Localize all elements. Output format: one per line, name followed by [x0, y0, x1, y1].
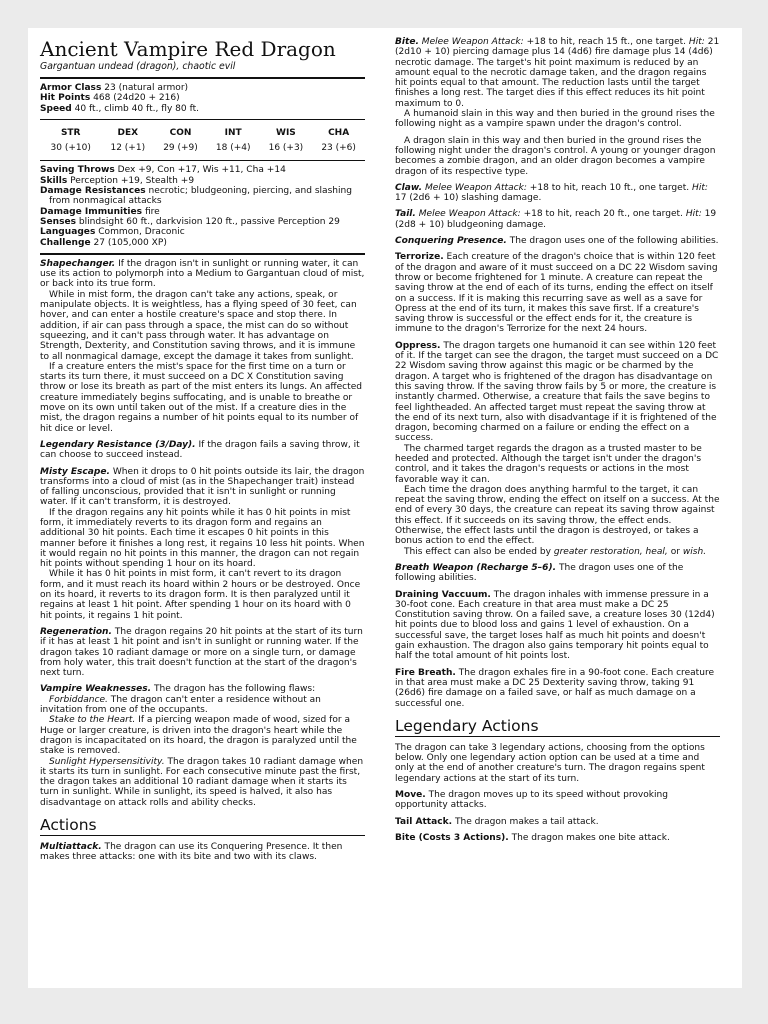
right-column — [395, 37, 720, 988]
challenge-label: Challenge — [40, 237, 91, 248]
action-text: The dragon targets one humanoid it can see within 120 feet of it. If the target can see the dragon, the target must succeed on a DC 22 Wisdom saving throw against this magic or be charmed by the dragon. A target who is frightened of the dragon has disadvantage on this saving throw. If the saving throw fails by 5 or more, the creature is instantly charmed. Otherwise, a creature that fails the save begins to feel lightheaded. An affected target must repeat the saving throw at the end of its next turn, also with disadvantage if it is frightened of the dragon, becoming charmed on a failure or ending the effect on a success. — [395, 340, 719, 444]
attack-type: Melee Weapon Attack: — [424, 182, 527, 193]
speed — [40, 104, 365, 114]
trait-name: Vampire Weaknesses. — [40, 684, 152, 695]
legendary-actions-intro: The dragon can take 3 legendary actions, choosing from the options below. Only one legendary action option can be used at a time and only at the end of another creature's turn. The dragon regains spent legendary actions at the start of its turn. — [395, 742, 705, 784]
trait-vampire-weaknesses — [40, 684, 365, 694]
action-name: Claw. — [395, 182, 423, 193]
action-name: Oppress. — [395, 340, 441, 351]
legendary-actions-heading: Legendary Actions — [395, 717, 720, 737]
trait-paragraph: While it has 0 hit points in mist form, it can't revert to its dragon form, and it must reach its hoard within 2 hours or be destroyed. Once on its hoard, it reverts to its dragon form. It is then paralyzed until it regains at least 1 hit point. After spending 1 hour on its hoard with 0 hit points, it regains 1 hit point. — [40, 569, 361, 621]
languages-value: Common, Draconic — [98, 227, 185, 238]
skills — [40, 176, 365, 186]
hit-label: Hit: — [692, 182, 708, 193]
saving-throws-label: Saving Throws — [40, 165, 115, 176]
weakness-name: Stake to the Heart. — [49, 715, 136, 726]
action-multiattack — [40, 842, 365, 863]
weakness-forbiddance — [40, 695, 365, 716]
hit-points-label: Hit Points — [40, 93, 91, 104]
ability-value-str: 30 (+10) — [50, 143, 91, 154]
trait-text: If the dragon isn't in sunlight or running water, it can use its action to polymorph into a Medium to Gargantuan cloud of mist, or back into its true form. — [40, 258, 365, 290]
action-name: Multiattack. — [40, 842, 102, 852]
legendary-action-move — [395, 790, 720, 811]
ability-header-con: CON — [169, 127, 192, 138]
senses-label: Senses — [40, 216, 76, 227]
hit-points-value: 468 (24d20 + 216) — [93, 93, 180, 104]
action-text: The dragon uses one of the following abilities. — [509, 236, 719, 247]
action-conquering-presence — [395, 236, 720, 246]
monster-name: Ancient Vampire Red Dragon — [40, 37, 336, 61]
weakness-stake — [40, 715, 365, 756]
action-draining-vacuum — [395, 590, 720, 662]
action-text: The dragon makes a tail attack. — [454, 816, 599, 827]
senses-value: blindsight 60 ft., darkvision 120 ft., passive Perception 29 — [78, 216, 340, 227]
weakness-name: Forbiddance. — [49, 694, 108, 705]
saving-throws-value: Dex +9, Con +17, Wis +11, Cha +14 — [117, 165, 286, 176]
action-text: The dragon inhales with immense pressure in a 30-foot cone. Each creature in that area must make a DC 25 Constitution saving throw. On a failed save, a creature loses 30 (12d4) hit points due to blood loss and gains 1 level of exhaustion. On a successful save, the target loses half as much hit points and doesn't gain exhaustion. The dragon also gains temporary hit points equal to half the total amount of hit points lost. — [395, 589, 715, 662]
armor-class-label: Armor Class — [40, 83, 102, 93]
action-name: Tail Attack. — [395, 816, 453, 827]
hit-text: 21 (2d10 + 10) piercing damage plus 14 (4d6) fire damage plus 14 (4d6) necrotic damage. The target's hit point maximum is reduced by an amount equal to the necrotic damage taken, and the dragon regains hit points equal to that amount. The reduction lasts until the target finishes a long rest. The target dies if this effect reduces its hit point maximum to 0. — [395, 37, 720, 109]
divider — [40, 160, 365, 161]
trait-text: If the dragon fails a saving throw, it can choose to succeed instead. — [40, 439, 360, 461]
trait-text: When it drops to 0 hit points outside its lair, the dragon transforms into a cloud of mist (as in the Shapechanger trait) instead of falling unconscious, provided that it isn't in sunlight or running water. If it can't transform, it is destroyed. — [40, 466, 365, 508]
hit-text: 19 (2d8 + 10) bludgeoning damage. — [395, 209, 717, 230]
armor-class-value: 23 (natural armor) — [104, 83, 189, 93]
trait-name: Shapechanger. — [40, 258, 116, 269]
weakness-text: If a piercing weapon made of wood, sized for a Huge or larger creature, is driven into the dragon's heart while the dragon is incapacitated on its hoard, the dragon is paralyzed until the stake is removed. — [40, 715, 357, 757]
weakness-name: Sunlight Hypersensitivity. — [49, 756, 165, 767]
action-oppress — [395, 341, 720, 444]
legendary-action-bite — [395, 833, 720, 843]
ability-value-int: 18 (+4) — [215, 143, 251, 154]
trait-paragraph: If the dragon regains any hit points while it has 0 hit points in mist form, it immediately reverts to its dragon form and regains an additional 30 hit points. Each time it escapes 0 hit points in this manner before it finishes a long rest, it regains 10 less hit points. When it would regain no hit points in this manner, the dragon can not regain hit points without spending 1 hour on its hoard. — [40, 507, 365, 570]
monster-type: Gargantuan undead (dragon), chaotic evil — [40, 61, 236, 72]
damage-immunities-label: Damage Immunities — [40, 206, 143, 217]
action-text: The dragon makes one bite attack. — [511, 832, 670, 843]
damage-resistances-label: Damage Resistances — [40, 186, 146, 197]
trait-name: Misty Escape. — [40, 466, 110, 477]
weakness-text: The dragon takes 10 radiant damage when it starts its turn in sunlight. For each consecutive minute past the first, the dragon takes an additional 10 radiant damage when it starts its turn in sunlight. While in sunlight, its speed is halved, it also has disadvantage on attack rolls and ability checks. — [40, 756, 364, 808]
languages — [40, 227, 365, 237]
weakness-sunlight — [40, 757, 365, 808]
trait-name: Legendary Resistance (3/Day). — [40, 439, 196, 450]
armor-class — [40, 83, 365, 93]
legendary-action-tail-attack — [395, 817, 720, 827]
attack-type: Melee Weapon Attack: — [418, 209, 521, 220]
action-paragraph — [395, 547, 720, 557]
action-paragraph: A dragon slain in this way and then buried in the ground rises the following night under the dragon's control. A young or younger dragon becomes a zombie dragon, and an older dragon becomes a vampire dragon of its respective type. — [395, 135, 716, 177]
action-name: Tail. — [395, 209, 416, 220]
trait-misty-escape — [40, 467, 365, 508]
action-bite — [395, 37, 720, 109]
action-claw — [395, 183, 720, 204]
paragraph-text: This effect can also be ended by — [404, 546, 551, 557]
damage-immunities — [40, 207, 365, 217]
trait-name: Regeneration. — [40, 626, 112, 637]
left-column — [40, 37, 365, 988]
challenge — [40, 238, 365, 248]
action-name: Fire Breath. — [395, 667, 456, 678]
ability-header-int: INT — [224, 127, 242, 138]
attack-text: +18 to hit, reach 10 ft., one target. — [529, 182, 690, 193]
actions-heading: Actions — [40, 816, 365, 836]
ability-header-row — [40, 126, 365, 140]
ability-value-cha: 23 (+6) — [321, 143, 356, 154]
action-paragraph: Each time the dragon does anything harmful to the target, it can repeat the saving throw, ending the effect on itself on a success. At the end of every 30 days, the creature can repeat its saving throw against this effect. If it succeeds on its saving throw, the effect ends. Otherwise, the effect lasts until the dragon is destroyed, or takes a bonus action to end the effect. — [395, 484, 720, 547]
ability-value-wis: 16 (+3) — [268, 143, 304, 154]
ability-value-con: 29 (+9) — [163, 143, 198, 154]
skills-value: Perception +19, Stealth +9 — [70, 175, 195, 186]
action-terrorize — [395, 252, 720, 334]
action-name: Bite (Costs 3 Actions). — [395, 832, 509, 843]
hit-points — [40, 93, 365, 103]
damage-immunities-value: fire — [144, 206, 160, 217]
action-name: Draining Vaccuum. — [395, 589, 491, 600]
speed-label: Speed — [40, 103, 72, 114]
action-text: Each creature of the dragon's choice that is within 120 feet of the dragon and aware of it must succeed on a DC 22 Wisdom saving throw or become frightened for 1 minute. A creature can repeat the saving throw at the end of each of its turns, ending the effect on itself on a success. If it is making this recurring save as well as a save for Opress at the end of its turn, it makes this save first. If a creature's saving throw is successful or the effect ends for it, the creature is immune to the dragon's Terrorize for the next 24 hours. — [395, 252, 718, 335]
hit-text: 17 (2d6 + 10) slashing damage. — [395, 193, 542, 204]
skills-label: Skills — [40, 175, 68, 186]
action-breath-weapon — [395, 563, 720, 584]
action-text: The dragon exhales fire in a 90-foot cone. Each creature in that area must make a DC 25 Dexterity saving throw, taking 91 (26d6) fire damage on a failed save, or half as much damage on a successful one. — [395, 667, 715, 709]
action-tail — [395, 209, 720, 230]
trait-paragraph: While in mist form, the dragon can't take any actions, speak, or manipulate objects. It is weightless, has a flying speed of 30 feet, can hover, and can enter a hostile creature's space and stop there. In addition, if air can pass through a space, the mist can do so without squeezing, and it can't pass through water. It has advantage on Strength, Dexterity, and Constitution saving throws, and it is immune to all nonmagical damage, except the damage it takes from sunlight. — [40, 289, 357, 362]
action-text: The dragon moves up to its speed without provoking opportunity attacks. — [395, 790, 669, 811]
senses — [40, 217, 365, 227]
attack-text: +18 to hit, reach 20 ft., one target. — [523, 209, 683, 220]
saving-throws — [40, 165, 365, 175]
paragraph-text: or — [670, 546, 680, 557]
action-fire-breath — [395, 668, 720, 709]
action-text: The dragon uses one of the following abilities. — [395, 562, 684, 584]
speed-value: 40 ft., climb 40 ft., fly 80 ft. — [74, 103, 200, 114]
divider — [40, 119, 365, 120]
action-name: Bite. — [395, 37, 419, 47]
attack-type: Melee Weapon Attack: — [421, 37, 524, 47]
trait-paragraph: If a creature enters the mist's space for the first time on a turn or starts its turn there, it must succeed on a DC X Constitution saving throw or lose its breath as part of the mist enters its lungs. An affected creature immediately begins suffocating, and is unable to breathe or move on its own until taken out of the mist. If a creature dies in the mist, the dragon regains a number of hit points equal to its number of hit dice or level. — [40, 361, 362, 434]
spell-names: greater restoration, heal, — [553, 546, 668, 557]
ability-value-dex: 12 (+1) — [110, 143, 146, 154]
action-name: Conquering Presence. — [395, 236, 507, 247]
divider — [40, 77, 365, 79]
languages-label: Languages — [40, 227, 96, 238]
damage-resistances — [40, 186, 365, 207]
spell-name: wish. — [682, 546, 707, 557]
action-name: Terrorize. — [395, 252, 444, 263]
action-paragraph: The charmed target regards the dragon as a trusted master to be heeded and protected. Although the target isn't under the dragon's control, and it takes the dragon's requests or actions in the most favorable way it can. — [395, 443, 702, 485]
action-name: Move. — [395, 790, 426, 800]
ability-value-row — [40, 140, 365, 155]
hit-label: Hit: — [688, 37, 705, 47]
trait-text: The dragon regains 20 hit points at the start of its turn if it has at least 1 hit point and isn't in sunlight or running water. If the dragon takes 10 radiant damage or more on a single turn, or damage from holy water, this trait doesn't function at the start of the dragon's next turn. — [40, 626, 363, 679]
trait-legendary-resistance — [40, 440, 365, 461]
ability-scores-table — [40, 126, 365, 156]
ability-header-wis: WIS — [276, 127, 296, 138]
ability-header-str: STR — [60, 127, 81, 138]
action-name: Breath Weapon (Recharge 5–6). — [395, 562, 557, 573]
action-paragraph: A humanoid slain in this way and then buried in the ground rises the following night as a vampire spawn under the dragon's control. — [395, 109, 715, 130]
trait-text: The dragon has the following flaws: — [154, 684, 316, 695]
attack-text: +18 to hit, reach 15 ft., one target. — [526, 37, 686, 47]
divider — [40, 253, 365, 255]
ability-header-cha: CHA — [328, 127, 350, 138]
weakness-text: The dragon can't enter a residence without an invitation from one of the occupants. — [40, 694, 321, 716]
stat-block-page — [28, 28, 742, 988]
trait-shapechanger — [40, 259, 365, 290]
damage-resistances-value: necrotic; bludgeoning, piercing, and slashing from nonmagical attacks — [49, 186, 353, 207]
action-text: The dragon can use its Conquering Presence. It then makes three attacks: one with its bite and two with its claws. — [40, 842, 343, 863]
hit-label: Hit: — [685, 209, 702, 220]
challenge-value: 27 (105,000 XP) — [93, 237, 167, 248]
ability-header-dex: DEX — [117, 127, 139, 138]
trait-regeneration — [40, 627, 365, 678]
